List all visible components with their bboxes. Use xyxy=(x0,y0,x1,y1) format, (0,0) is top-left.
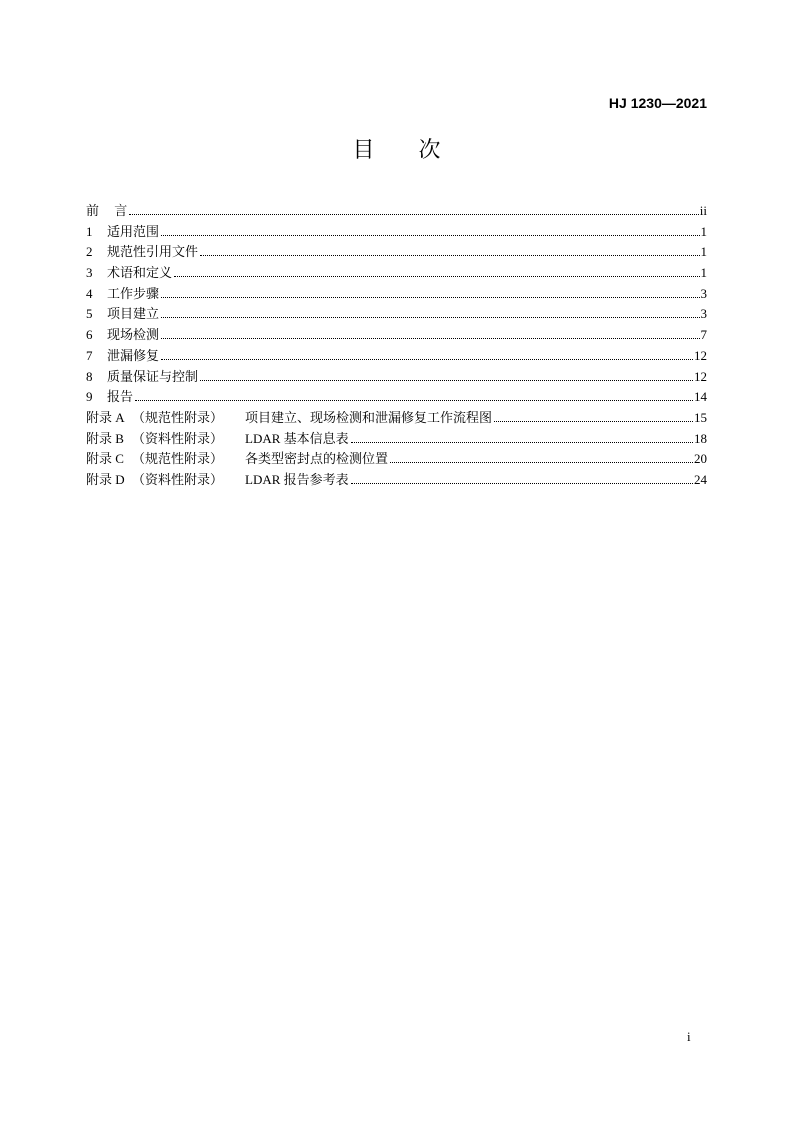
toc-entry-preface xyxy=(86,201,707,222)
toc-entry-title: 项目建立 xyxy=(107,306,160,322)
toc-entry-number: 9 xyxy=(86,389,93,405)
toc-entry-number: 3 xyxy=(86,265,93,281)
toc-entry-title: 项目建立、现场检测和泄漏修复工作流程图 xyxy=(245,409,493,425)
dotted-leader xyxy=(129,213,699,215)
toc-entry-title: 报告 xyxy=(107,389,134,405)
toc-entry-number: 5 xyxy=(86,306,93,322)
appendix-type: （规范性附录） xyxy=(132,451,224,467)
toc-entry-title: LDAR 报告参考表 xyxy=(245,471,349,487)
toc-entry-title: 规范性引用文件 xyxy=(107,244,199,260)
dotted-leader xyxy=(161,234,699,236)
toc-entry-number: 7 xyxy=(86,347,93,363)
appendix-type: （资料性附录） xyxy=(132,430,224,446)
toc-entry-6 xyxy=(86,325,707,346)
toc-entry-appendix-c xyxy=(86,449,707,470)
footer-page-number: i xyxy=(687,1029,691,1044)
toc-entry-8 xyxy=(86,367,707,388)
toc-page-number: ii xyxy=(699,203,707,218)
toc-entry-2 xyxy=(86,242,707,263)
toc-entry-appendix-b xyxy=(86,429,707,450)
standard-code: HJ 1230—2021 xyxy=(608,95,707,111)
toc-page-number: 12 xyxy=(694,368,707,384)
toc-entry-number: 2 xyxy=(86,244,93,260)
toc-page-number: 3 xyxy=(700,306,707,322)
appendix-label: 附录 C xyxy=(86,451,124,467)
toc-page-number: 14 xyxy=(694,389,707,405)
toc-page-number: 7 xyxy=(700,327,707,343)
toc-entry-title: 工作步骤 xyxy=(107,285,160,301)
toc-entry-number: 4 xyxy=(86,285,93,301)
dotted-leader xyxy=(161,358,693,360)
dotted-leader xyxy=(200,379,693,381)
dotted-leader xyxy=(351,482,693,484)
dotted-leader xyxy=(161,316,699,318)
appendix-label: 附录 D xyxy=(86,471,125,487)
toc-entry-title: 术语和定义 xyxy=(107,265,173,281)
dotted-leader xyxy=(200,254,699,256)
appendix-label: 附录 A xyxy=(86,409,125,425)
dotted-leader xyxy=(351,441,693,443)
dotted-leader xyxy=(174,275,699,277)
dotted-leader xyxy=(494,420,693,422)
toc-page-number: 1 xyxy=(700,223,707,239)
toc-page-number: 1 xyxy=(700,265,707,281)
appendix-label: 附录 B xyxy=(86,430,124,446)
toc-page-number: 24 xyxy=(694,471,707,487)
toc-page-number: 20 xyxy=(694,451,707,467)
toc-page-number: 18 xyxy=(694,430,707,446)
toc-entry-9 xyxy=(86,387,707,408)
toc-entry-title: 质量保证与控制 xyxy=(107,368,199,384)
toc-entry-title: 前 言 xyxy=(86,203,128,218)
dotted-leader xyxy=(161,337,699,339)
toc-page-number: 1 xyxy=(700,244,707,260)
toc-entry-title: LDAR 基本信息表 xyxy=(245,430,349,446)
toc-entry-number: 6 xyxy=(86,327,93,343)
appendix-type: （资料性附录） xyxy=(132,471,224,487)
toc-entry-7 xyxy=(86,346,707,367)
toc-entry-4 xyxy=(86,284,707,305)
appendix-type: （规范性附录） xyxy=(132,409,224,425)
toc-entry-title: 各类型密封点的检测位置 xyxy=(245,451,389,467)
dotted-leader xyxy=(135,399,693,401)
toc-entry-1 xyxy=(86,222,707,243)
dotted-leader xyxy=(161,296,699,298)
toc-entry-title: 适用范围 xyxy=(107,223,160,239)
page-title: 目 次 xyxy=(352,137,441,162)
toc-entry-3 xyxy=(86,263,707,284)
toc-entry-5 xyxy=(86,304,707,325)
toc-page-number: 15 xyxy=(694,409,707,425)
table-of-contents xyxy=(86,201,707,491)
toc-entry-number: 8 xyxy=(86,368,93,384)
toc-entry-number: 1 xyxy=(86,223,93,239)
toc-page-number: 3 xyxy=(700,285,707,301)
toc-entry-title: 泄漏修复 xyxy=(107,347,160,363)
toc-entry-title: 现场检测 xyxy=(107,327,160,343)
toc-entry-appendix-d xyxy=(86,470,707,491)
toc-page-number: 12 xyxy=(694,347,707,363)
dotted-leader xyxy=(390,461,693,463)
toc-entry-appendix-a xyxy=(86,408,707,429)
